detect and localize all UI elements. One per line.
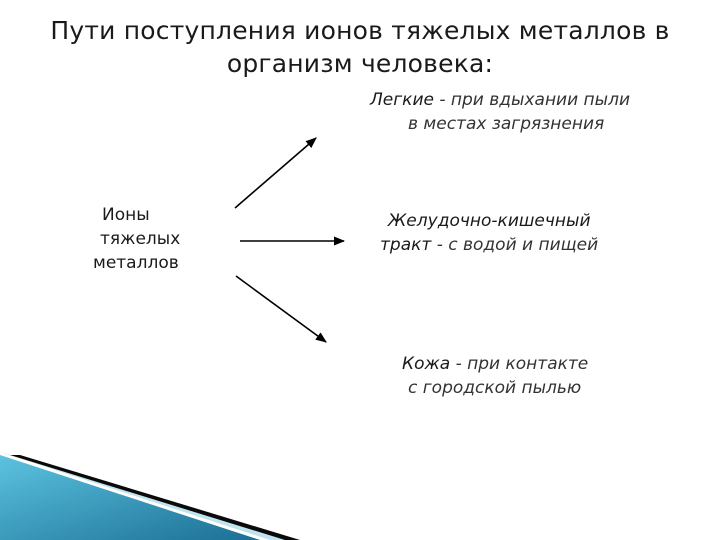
route-gi-name-1: Желудочно-кишечный xyxy=(388,211,591,231)
route-gi-tract xyxy=(380,209,598,257)
route-gi-sep: - xyxy=(431,235,449,255)
route-skin-sep: - xyxy=(450,354,468,374)
source-line-1: Ионы xyxy=(102,205,150,225)
route-gi-name-2: тракт xyxy=(380,235,432,255)
route-lungs-desc-2: в местах загрязнения xyxy=(408,114,605,134)
route-gi-desc: с водой и пищей xyxy=(448,235,599,255)
arrow-to-lungs xyxy=(235,138,316,208)
route-skin xyxy=(402,352,588,400)
arrow-to-skin xyxy=(236,276,326,342)
route-lungs-desc-1: при вдыхании пыли xyxy=(450,90,631,110)
route-skin-name: Кожа xyxy=(402,354,451,374)
route-lungs-name: Легкие xyxy=(370,90,434,110)
route-lungs xyxy=(370,88,630,136)
route-skin-desc-2: с городской пылью xyxy=(408,378,582,398)
route-skin-desc-1: при контакте xyxy=(467,354,589,374)
source-line-3: металлов xyxy=(93,253,179,273)
title-line-2: организм человека: xyxy=(226,49,494,78)
title-line-1: Пути поступления ионов тяжелых металлов в xyxy=(50,16,670,45)
source-line-2: тяжелых xyxy=(100,229,181,249)
route-lungs-sep: - xyxy=(433,90,451,110)
